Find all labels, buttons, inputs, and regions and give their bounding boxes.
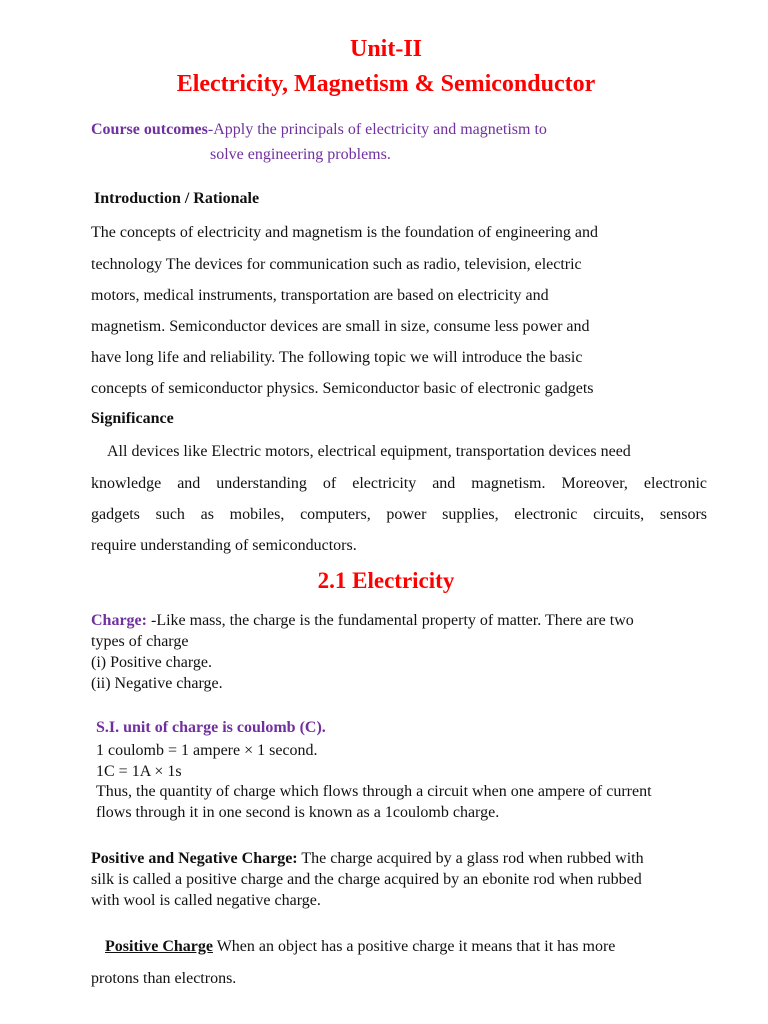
positive-charge-line2: protons than electrons. <box>91 970 237 987</box>
introduction-heading: Introduction / Rationale <box>94 190 260 207</box>
intro-line: technology The devices for communication such as radio, television, electric <box>91 256 582 273</box>
charge-item-negative: (ii) Negative charge. <box>91 675 223 692</box>
charge-line1 <box>91 612 634 630</box>
si-unit-line: flows through it in one second is known as a 1coulomb charge. <box>96 804 500 821</box>
unit-title: Unit-II <box>349 36 422 62</box>
course-outcomes-line2: solve engineering problems. <box>210 146 391 163</box>
positive-charge-text: When an object has a positive charge it means that it has more <box>212 938 616 955</box>
intro-line: magnetism. Semiconductor devices are small in size, consume less power and <box>91 318 590 335</box>
pos-neg-line: with wool is called negative charge. <box>91 892 321 909</box>
charge-item-positive: (i) Positive charge. <box>91 654 213 671</box>
significance-line: gadgets such as mobiles, computers, power supplies, electronic circuits, sensors <box>91 506 707 523</box>
charge-line2: types of charge <box>91 633 189 650</box>
pos-neg-line: silk is called a positive charge and the charge acquired by an ebonite rod when rubbed <box>91 871 642 888</box>
charge-label: Charge: <box>91 612 147 629</box>
significance-line: All devices like Electric motors, electrical equipment, transportation devices need <box>107 443 631 460</box>
intro-line: The concepts of electricity and magnetism is the foundation of engineering and <box>91 224 598 241</box>
pos-neg-line1 <box>91 850 644 868</box>
significance-heading: Significance <box>91 410 174 427</box>
course-outcomes-text: -Apply the principals of electricity and magnetism to <box>207 121 547 138</box>
charge-text: -Like mass, the charge is the fundamental property of matter. There are two <box>146 612 634 629</box>
intro-line: concepts of semiconductor physics. Semiconductor basic of electronic gadgets <box>91 380 594 397</box>
intro-line: motors, medical instruments, transportation are based on electricity and <box>91 287 549 304</box>
course-outcomes-line1 <box>91 121 547 139</box>
significance-line: knowledge and understanding of electricity and magnetism. Moreover, electronic <box>91 475 707 492</box>
section-heading: 2.1 Electricity <box>317 568 455 593</box>
pos-neg-text: The charge acquired by a glass rod when rubbed with <box>297 850 644 867</box>
positive-charge-label: Positive Charge <box>105 938 213 955</box>
course-outcomes-label: Course outcomes <box>91 121 208 138</box>
si-unit-line: Thus, the quantity of charge which flows through a circuit when one ampere of current <box>96 783 652 800</box>
page-title: Electricity, Magnetism & Semiconductor <box>176 71 596 97</box>
significance-line: require understanding of semiconductors. <box>91 537 357 554</box>
si-unit-heading: S.I. unit of charge is coulomb (C). <box>96 719 326 736</box>
intro-line: have long life and reliability. The following topic we will introduce the basic <box>91 349 583 366</box>
pos-neg-label: Positive and Negative Charge: <box>91 850 298 867</box>
si-unit-line: 1 coulomb = 1 ampere × 1 second. <box>96 742 318 759</box>
si-unit-line: 1C = 1A × 1s <box>96 763 182 780</box>
positive-charge-line1 <box>105 938 615 956</box>
